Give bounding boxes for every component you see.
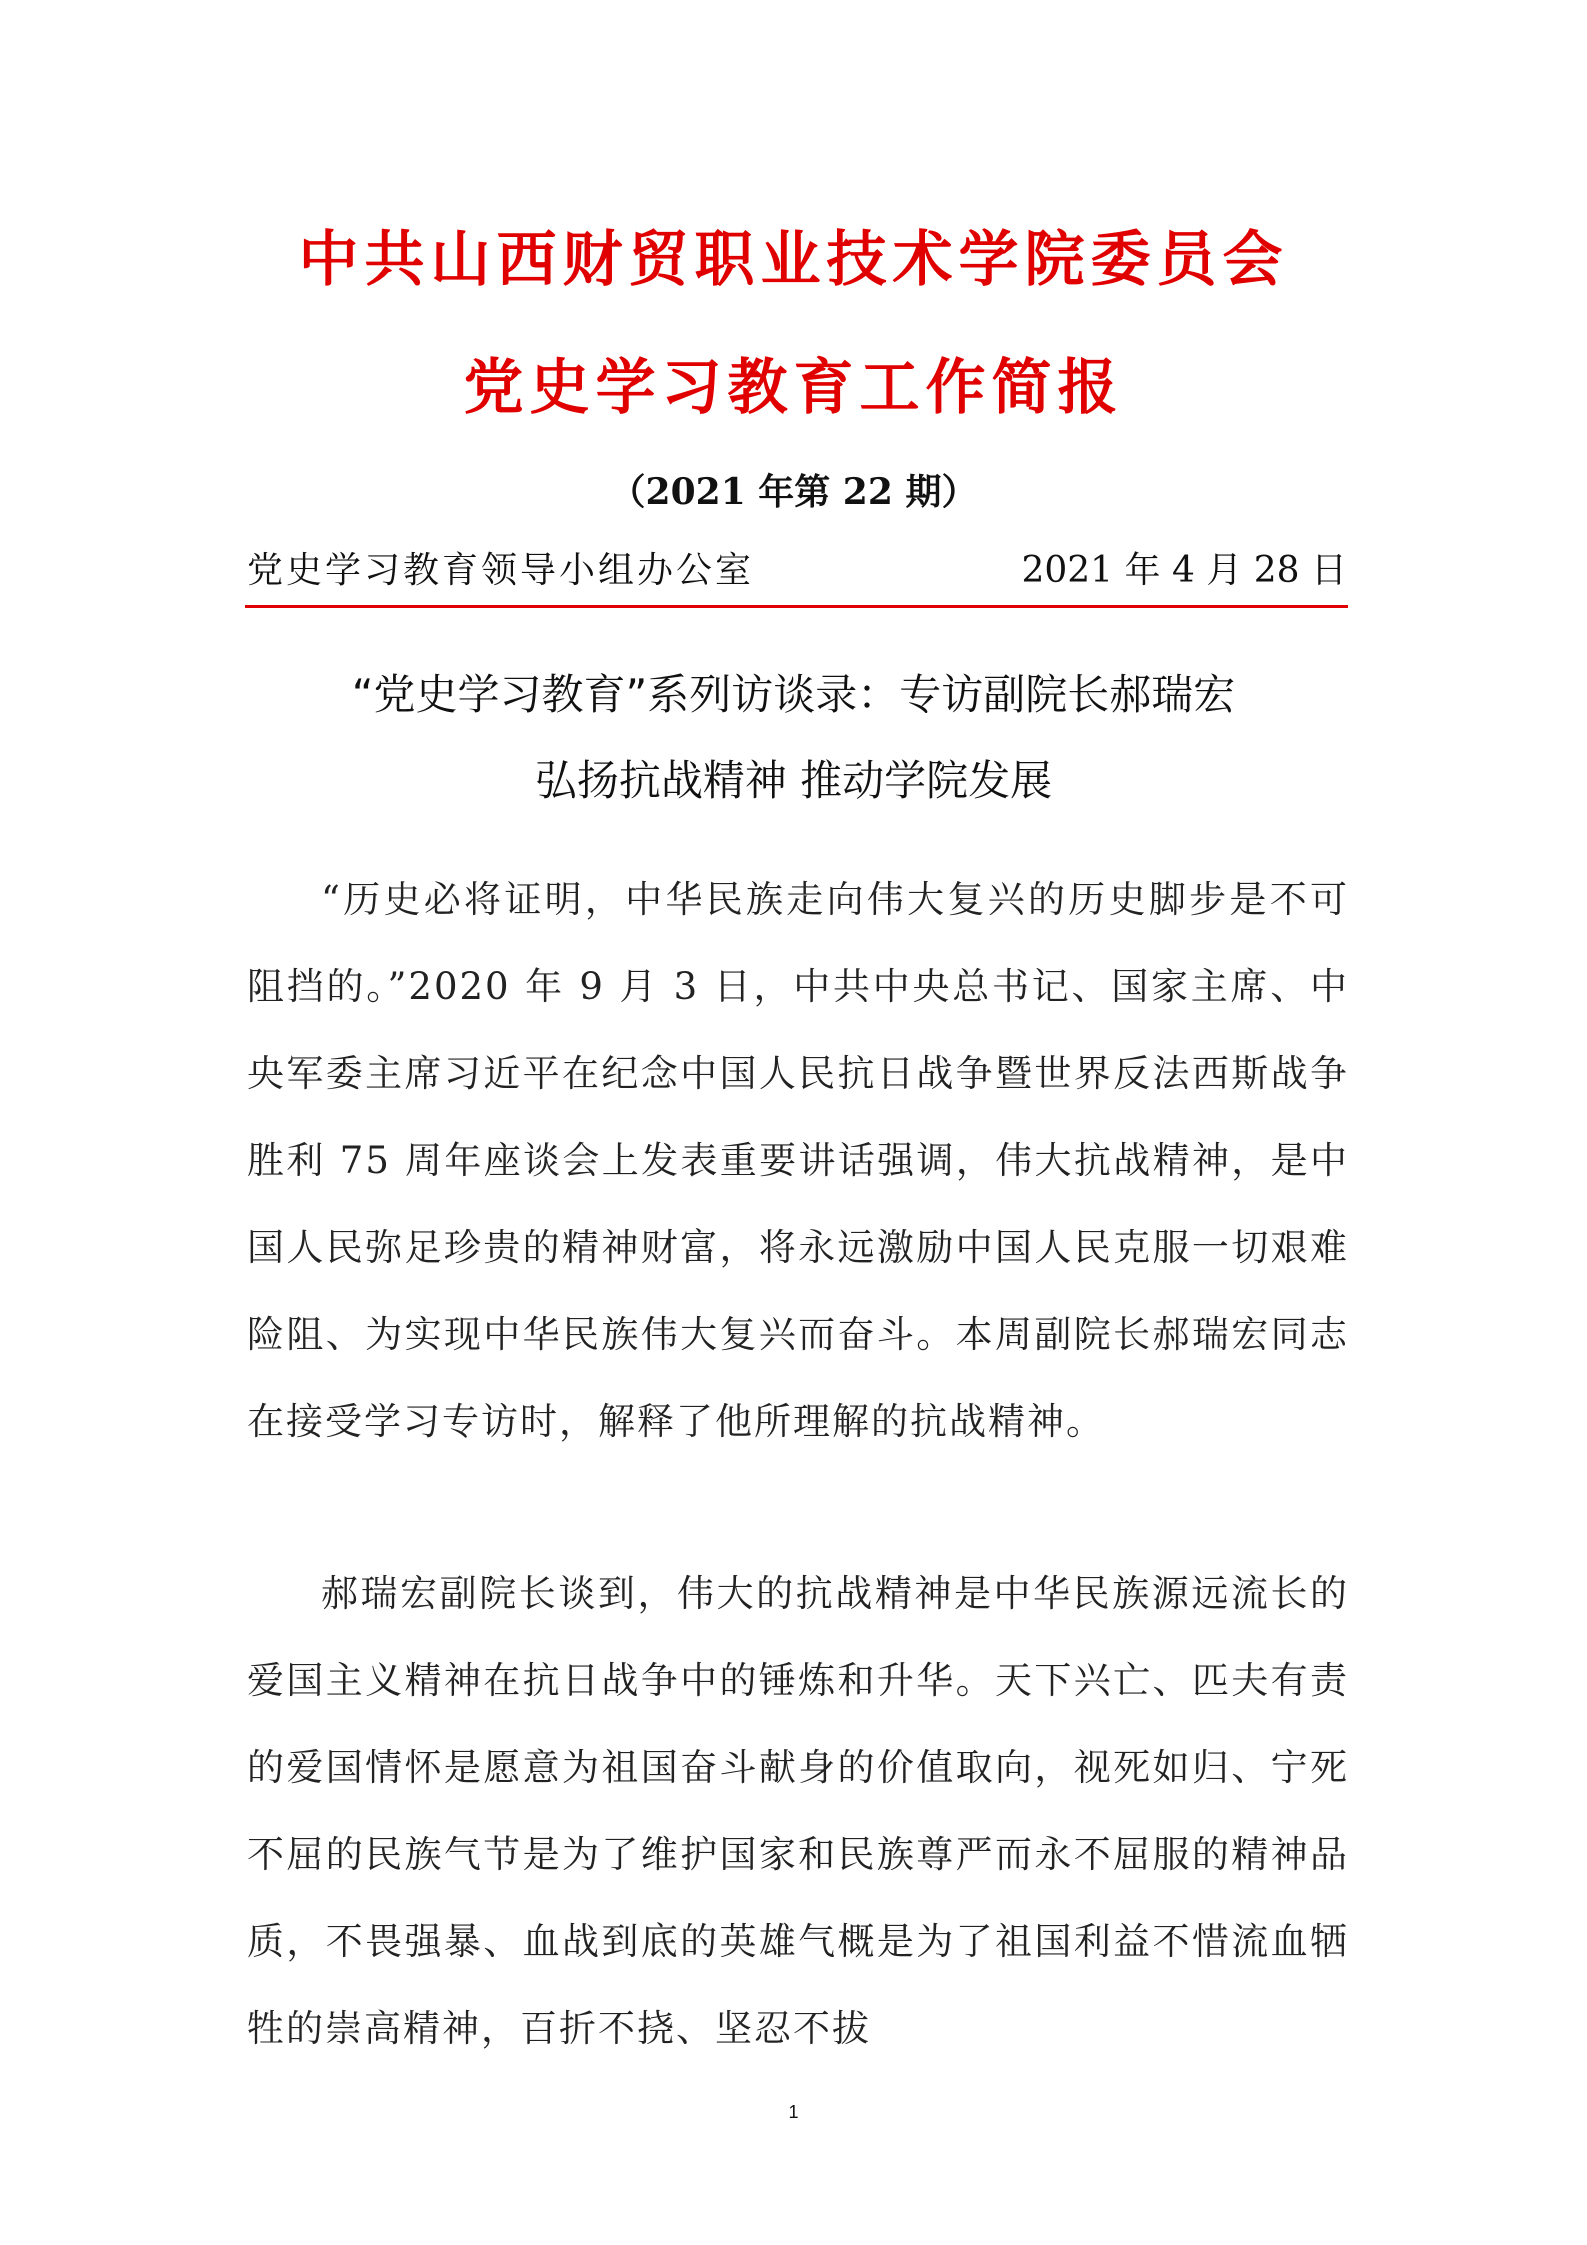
article-paragraph: 郝瑞宏副院长谈到，伟大的抗战精神是中华民族源远流长的爱国主义精神在抗日战争中的锤炼和升华。天下兴亡、匹夫有责的爱国情怀是愿意为祖国奋斗献身的价值取向，视死如归、宁死不屈的民族气节是为了维护国家和民族尊严而永不屈服的精神品质，不畏强暴、血战到底的英雄气概是为了祖国利益不惜流血牺牲的崇高精神，百折不挠、坚忍不拔 [247,1572,1349,2050]
article-title: “党史学习教育”系列访谈录：专访副院长郝瑞宏 [351,670,1236,719]
bulletin-org-title: 中共山西财贸职业技术学院委员会 [298,225,1289,295]
bulletin-title: 党史学习教育工作简报 [463,353,1124,423]
issuing-office: 党史学习教育领导小组办公室 [247,550,755,591]
article-subtitle: 弘扬抗战精神 推动学院发展 [534,756,1053,805]
article-paragraph: “历史必将证明，中华民族走向伟大复兴的历史脚步是不可阻挡的。”2020 年 9 月 3 日，中共中央总书记、国家主席、中央军委主席习近平在纪念中国人民抗日战争暨世界反法西斯战争胜利 75 周年座谈会上发表重要讲话强调，伟大抗战精神，是中国人民弥足珍贵的精神财富，将永远激励中国人民克服一切艰难险阻、为实现中华民族伟大复兴而奋斗。本周副院长郝瑞宏同志在接受学习专访时，解释了他所理解的抗战精神。 [247,878,1349,1443]
issue-number: （2021 年第 22 期） [609,471,978,513]
issue-date: 2021 年 4 月 28 日 [1021,550,1347,591]
bulletin-meta-row [247,542,1347,592]
page-number: 1 [788,2102,799,2122]
red-divider-line [245,605,1348,608]
